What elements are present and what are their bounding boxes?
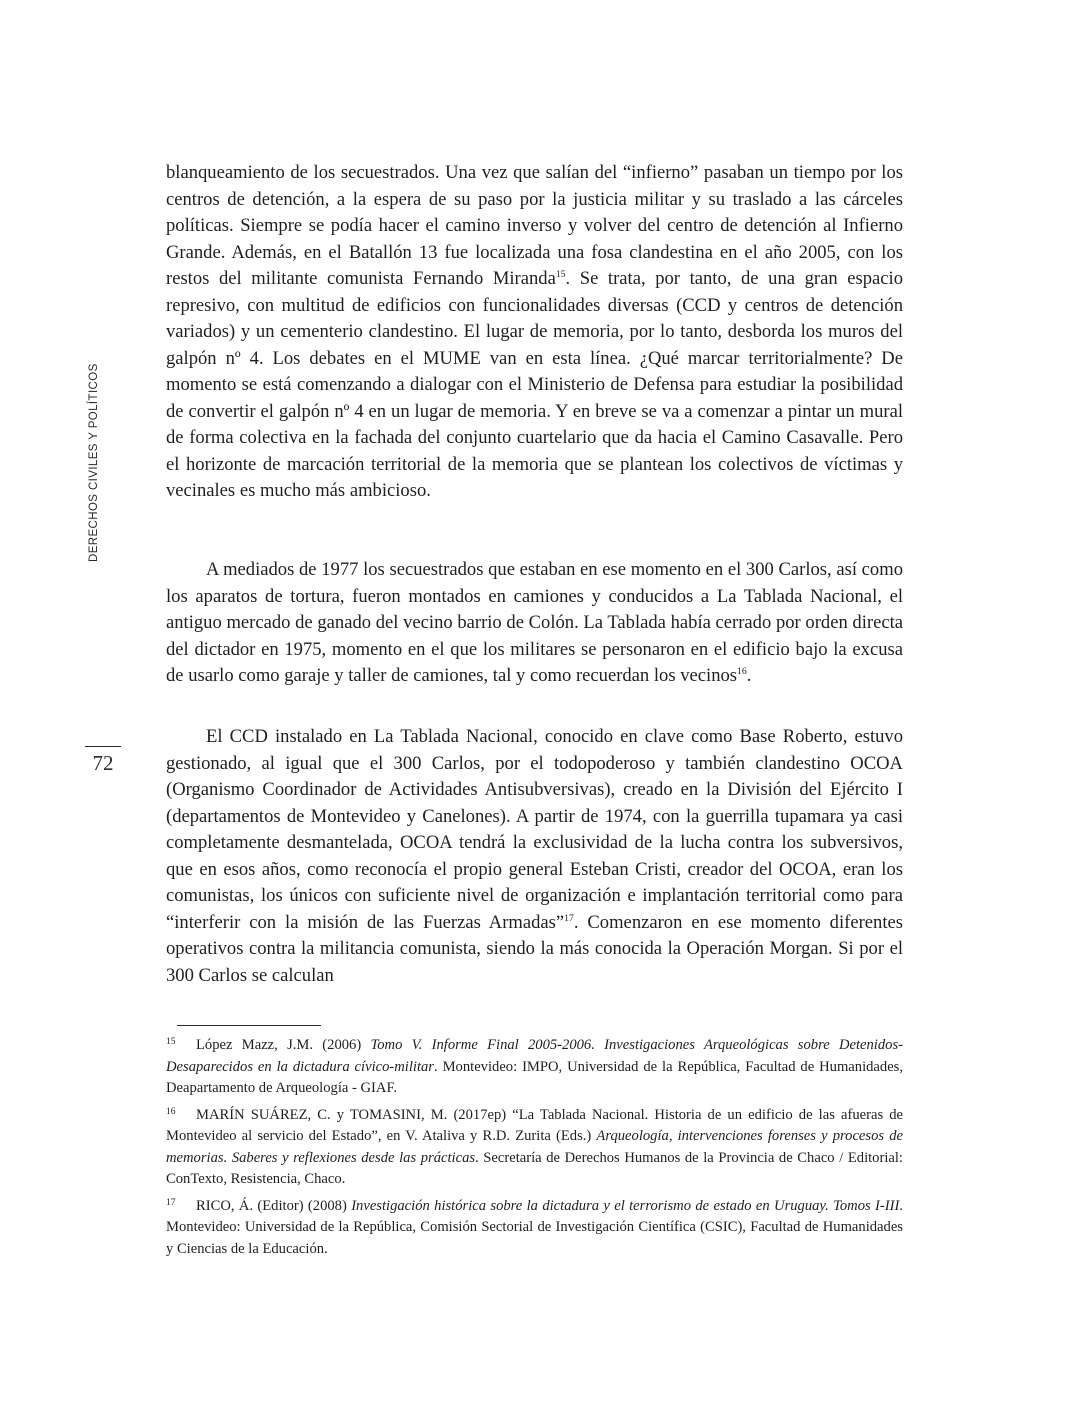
footnote-number: 17 [166, 1197, 176, 1208]
body-paragraph-3 [166, 724, 903, 989]
footnote-text: . Montevideo: IMPO, Universidad de la República, Facultad de Humanidades, Deapartamento de Arqueología - GIAF. [166, 1058, 903, 1096]
page-number: 72 [92, 751, 114, 775]
footnotes [166, 1032, 903, 1262]
footnote-15 [166, 1032, 903, 1100]
footnote-16 [166, 1102, 903, 1191]
footnote-17 [166, 1193, 903, 1261]
footnote-text: . Montevideo: Universidad de la República, Comisión Sectorial de Investigación Científica (CSIC), Facultad de Humanidades y Ciencias de la Educación. [166, 1197, 903, 1257]
paragraph-text: . Se trata, por tanto, de una gran espacio represivo, con multitud de edificios con funcionalidades diversas (CCD y centros de detención variados) y un cementerio clandestino. El lugar de memoria, por lo tanto, desborda los muros del galpón nº 4. Los debates en el MUME van en esta línea. ¿Qué marcar territorialmente? De momento se está comenzando a dialogar con el Ministerio de Defensa para estudiar la posibilidad de convertir el galpón nº 4 en un lugar de memoria. Y en breve se va a comenzar a pintar un mural de forma colectiva en la fachada del conjunto cuartelario que da hacia el Camino Casavalle. Pero el horizonte de marcación territorial de la memoria que se plantean los colectivos de víctimas y vecinales es mucho más ambicioso. [166, 268, 903, 501]
footnote-reference-17[interactable]: 17 [564, 912, 574, 924]
paragraph-text: El CCD instalado en La Tablada Nacional, conocido en clave como Base Roberto, estuvo gestionado, al igual que el 300 Carlos, por el todopoderoso y también clandestino OCOA (Organismo Coordinador de Actividades Antisubversivas), creado en la División del Ejército I (departamentos de Montevideo y Canelones). A partir de 1974, con la guerrilla tupamara ya casi completamente desmantelada, OCOA tendrá la exclusividad de la lucha contra los subversivos, que en esos años, como reconocía el propio general Esteban Cristi, creador del OCOA, eran los comunistas, los únicos con suficiente nivel de organización e implantación territorial como para “interferir con la misión de las Fuerzas Armadas” [166, 726, 903, 933]
footnote-text: RICO, Á. (Editor) (2008) [196, 1197, 352, 1214]
paragraph-text: A mediados de 1977 los secuestrados que estaban en ese momento en el 300 Carlos, así como los aparatos de tortura, fueron montados en camiones y conducidos a La Tablada Nacional, el antiguo mercado de ganado del vecino barrio de Colón. La Tablada había cerrado por orden directa del dictador en 1975, momento en el que los militares se personaron en el edificio bajo la excusa de usarlo como garaje y taller de camiones, tal y como recuerdan los vecinos [166, 559, 903, 686]
footnote-title: Arqueología, intervenciones forenses y procesos de memorias. Saberes y reflexiones desde las prácticas [166, 1128, 903, 1166]
page-number-rule [85, 746, 121, 747]
paragraph-text: . Comenzaron en ese momento diferentes operativos contra la militancia comunista, siendo la más conocida la Operación Morgan. Si por el 300 Carlos se calculan [166, 911, 903, 986]
running-section-label: DERECHOS CIVILES Y POLÍTICOS [88, 363, 100, 562]
paragraph-text: blanqueamiento de los secuestrados. Una vez que salían del “infierno” pasaban un tiempo por los centros de detención, a la espera de su paso por la justicia militar y su traslado a las cárceles políticas. Siempre se podía hacer el camino inverso y volver del centro de detención al Infierno Grande. Además, en el Batallón 13 fue localizada una fosa clandestina en el año 2005, con los restos del militante comunista Fernando Miranda [166, 162, 903, 289]
body-paragraph-2 [166, 557, 903, 690]
footnote-reference-15[interactable]: 15 [555, 268, 566, 280]
footnote-text: López Mazz, J.M. (2006) [196, 1037, 371, 1053]
body-paragraph-1 [166, 160, 903, 505]
footnote-reference-16[interactable]: 16 [737, 665, 747, 677]
footnote-separator [177, 1025, 321, 1026]
footnote-number: 16 [166, 1106, 176, 1117]
footnote-text: . Secretaría de Derechos Humanos de la Provincia de Chaco / Editorial: ConTexto, Resistencia, Chaco. [166, 1149, 903, 1187]
footnote-title: Tomo V. Informe Final 2005-2006. Investigaciones Arqueológicas sobre Detenidos-Desaparecidos en la dictadura cívico-militar [166, 1037, 903, 1075]
footnote-number: 15 [166, 1037, 176, 1047]
paragraph-text: . [746, 665, 752, 686]
footnote-text: MARÍN SUÁREZ, C. y TOMASINI, M. (2017ep) “La Tablada Nacional. Historia de un edificio de las afueras de Montevideo al servicio del Estado”, en V. Ataliva y R.D. Zurita (Eds.) [166, 1106, 903, 1144]
footnote-title: Investigación histórica sobre la dictadura y el terrorismo de estado en Uruguay. Tomos I-III [351, 1197, 900, 1214]
